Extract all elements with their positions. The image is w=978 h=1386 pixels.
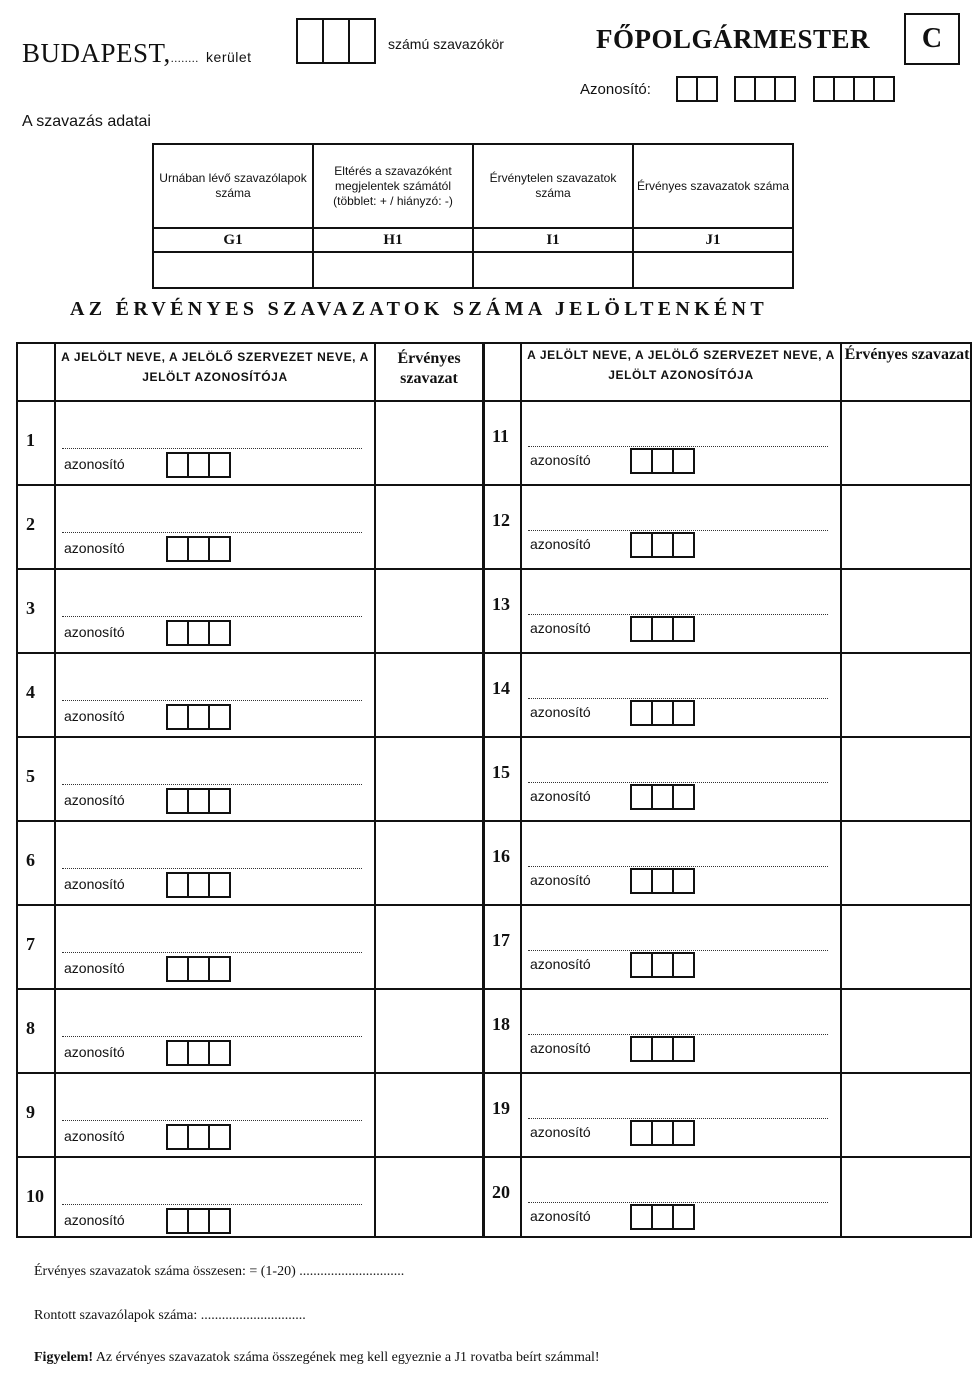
candidate-id-boxes[interactable] [166,1124,229,1150]
digit-box[interactable] [187,872,210,898]
candidates-heading: AZ ÉRVÉNYES SZAVAZATOK SZÁMA JELÖLTENKÉNT [70,298,768,320]
azonosito-group-3[interactable] [813,76,893,102]
digit-box[interactable] [734,76,756,102]
grid-row-line [18,652,970,654]
digit-box[interactable] [187,1124,210,1150]
candidate-id-boxes[interactable] [166,452,229,478]
note-bold: Figyelem! [34,1350,94,1365]
digit-box[interactable] [187,956,210,982]
digit-box[interactable] [630,952,653,978]
grid-divider [520,344,522,1236]
candidate-number: 5 [26,766,35,786]
digit-box[interactable] [754,76,776,102]
candidate-number: 6 [26,850,35,870]
vote-cell[interactable] [376,568,482,652]
candidate-name-line[interactable] [528,866,828,867]
candidate-id-boxes[interactable] [166,620,229,646]
candidate-number: 9 [26,1102,35,1122]
grid-row-line [18,736,970,738]
digit-box[interactable] [630,616,653,642]
candidate-number: 18 [492,1014,510,1034]
digit-box[interactable] [208,620,231,646]
azonosito-label: azonosító [530,1124,591,1140]
digit-box[interactable] [672,448,695,474]
candidate-id-boxes[interactable] [630,532,693,558]
azonosito-label: azonosító [530,1040,591,1056]
grid-row-line [18,484,970,486]
azonosito-label: azonosító [64,624,125,640]
candidate-name-line[interactable] [62,448,362,449]
digit-box[interactable] [651,952,674,978]
vote-cell[interactable] [842,820,972,904]
azonosito-label: azonosító [530,620,591,636]
digit-box[interactable] [672,952,695,978]
azonosito-label: azonosító [530,704,591,720]
form-letter-box: C [904,13,960,65]
vote-cell[interactable] [376,904,482,988]
candidate-id-boxes[interactable] [166,1040,229,1066]
candidate-id-boxes[interactable] [630,616,693,642]
digit-box[interactable] [630,784,653,810]
digit-box[interactable] [166,1208,189,1234]
candidate-name-line[interactable] [62,1120,362,1121]
digit-box[interactable] [630,868,653,894]
candidate-number: 10 [26,1186,44,1206]
vote-cell[interactable] [376,988,482,1072]
digit-box[interactable] [166,536,189,562]
azonosito-label: azonosító [530,536,591,552]
grid-divider [482,344,485,1236]
vote-cell[interactable] [842,1156,972,1240]
grid-divider [54,344,56,1236]
azonosito-group-2[interactable] [734,76,794,102]
candidate-number: 17 [492,930,510,950]
digit-box[interactable] [208,1124,231,1150]
note-line [34,1350,600,1366]
digit-box[interactable] [813,76,835,102]
summary-value-g1[interactable] [153,252,313,288]
candidate-id-boxes[interactable] [630,448,693,474]
azonosito-label: azonosító [64,456,125,472]
grid-row-line [18,568,970,570]
vote-cell[interactable] [842,400,972,484]
vote-cell[interactable] [376,484,482,568]
candidate-id-boxes[interactable] [630,1204,693,1230]
left-vote-header: Érvényes szavazat [397,350,461,387]
summary-value-j1[interactable] [633,252,793,288]
digit-box[interactable] [166,1124,189,1150]
candidate-name-line[interactable] [528,1118,828,1119]
digit-box[interactable] [630,1120,653,1146]
azonosito-label: azonosító [64,876,125,892]
digit-box[interactable] [676,76,698,102]
vote-cell[interactable] [842,652,972,736]
candidate-number: 11 [492,426,510,446]
candidate-grid [16,342,972,1238]
kerulet-label: kerület [206,49,252,65]
digit-box[interactable] [651,700,674,726]
candidate-id-boxes[interactable] [630,868,693,894]
candidate-number: 1 [26,430,35,450]
digit-box[interactable] [208,1040,231,1066]
azonosito-label: azonosító [530,788,591,804]
digit-box[interactable] [208,536,231,562]
digit-box[interactable] [672,868,695,894]
vote-cell[interactable] [376,820,482,904]
digit-box[interactable] [651,784,674,810]
candidate-name-line[interactable] [62,952,362,953]
candidate-name-line[interactable] [528,1034,828,1035]
candidate-name-line[interactable] [528,950,828,951]
digit-box[interactable] [630,700,653,726]
candidate-name-line[interactable] [528,1202,828,1203]
digit-box[interactable] [651,1036,674,1062]
candidate-name-line[interactable] [62,868,362,869]
szavazokor-label: számú szavazókör [388,36,504,52]
azonosito-label: azonosító [530,1208,591,1224]
vote-cell[interactable] [842,904,972,988]
candidate-number: 13 [492,594,510,614]
digit-box[interactable] [208,872,231,898]
digit-box[interactable] [187,704,210,730]
candidate-number: 7 [26,934,35,954]
candidate-name-line[interactable] [528,446,828,447]
candidate-id-boxes[interactable] [630,1036,693,1062]
grid-row-line [18,1072,970,1074]
grid-row-line [18,988,970,990]
candidate-id-boxes[interactable] [630,1120,693,1146]
vote-cell[interactable] [842,484,972,568]
vote-cell[interactable] [376,400,482,484]
section-label: A szavazás adatai [22,113,151,130]
digit-box[interactable] [651,1204,674,1230]
digit-box[interactable] [672,616,695,642]
district-dots: ........ [170,51,199,65]
digit-box[interactable] [651,1120,674,1146]
candidate-id-boxes[interactable] [630,700,693,726]
summary-table [152,143,794,289]
digit-box[interactable] [651,448,674,474]
summary-value-i1[interactable] [473,252,633,288]
candidate-name-line[interactable] [62,784,362,785]
azonosito-label: azonosító [64,960,125,976]
right-vote-header: Érvényes szavazat [844,346,970,363]
vote-cell[interactable] [376,652,482,736]
digit-box[interactable] [853,76,875,102]
azonosito-group-1[interactable] [676,76,716,102]
digit-box[interactable] [166,872,189,898]
digit-box[interactable] [322,18,350,64]
digit-box[interactable] [166,452,189,478]
candidate-name-line[interactable] [62,1036,362,1037]
summary-header-g1: Urnában lévő szavazólapok száma [153,144,313,228]
city-label [22,38,252,69]
azonosito-label: azonosító [530,872,591,888]
right-name-header: A JELÖLT NEVE, A JELÖLŐ SZERVEZET NEVE, A JELÖLT AZONOSÍTÓJA [527,348,835,382]
grid-row-line [18,904,970,906]
candidate-number: 19 [492,1098,510,1118]
digit-box[interactable] [630,448,653,474]
summary-code-j1: J1 [633,228,793,252]
digit-box[interactable] [208,788,231,814]
digit-box[interactable] [187,536,210,562]
candidate-name-line[interactable] [62,616,362,617]
digit-box[interactable] [187,620,210,646]
digit-box[interactable] [166,1040,189,1066]
digit-box[interactable] [672,1204,695,1230]
candidate-number: 8 [26,1018,35,1038]
candidate-id-boxes[interactable] [166,788,229,814]
digit-box[interactable] [696,76,718,102]
digit-box[interactable] [774,76,796,102]
summary-header-j1: Érvényes szavazatok száma [633,144,793,228]
digit-box[interactable] [348,18,376,64]
candidate-number: 16 [492,846,510,866]
total-votes-line: Érvényes szavazatok száma összesen: = (1-20) .............................. [34,1264,405,1279]
azonosito-label: Azonosító: [580,81,651,98]
candidate-name-line[interactable] [62,700,362,701]
vote-cell[interactable] [376,736,482,820]
candidate-name-line[interactable] [62,532,362,533]
digit-box[interactable] [672,784,695,810]
left-name-header: A JELÖLT NEVE, A JELÖLŐ SZERVEZET NEVE, A JELÖLT AZONOSÍTÓJA [61,350,369,384]
candidate-number: 4 [26,682,35,702]
digit-box[interactable] [833,76,855,102]
azonosito-label: azonosító [64,708,125,724]
candidate-id-boxes[interactable] [166,536,229,562]
candidate-id-boxes[interactable] [166,704,229,730]
digit-box[interactable] [630,1204,653,1230]
vote-cell[interactable] [376,1072,482,1156]
digit-box[interactable] [873,76,895,102]
vote-cell[interactable] [376,1156,482,1240]
digit-box[interactable] [208,704,231,730]
candidate-number: 12 [492,510,510,530]
candidate-name-line[interactable] [528,782,828,783]
digit-box[interactable] [208,1208,231,1234]
candidate-id-boxes[interactable] [166,872,229,898]
vote-cell[interactable] [842,736,972,820]
digit-box[interactable] [166,620,189,646]
digit-box[interactable] [208,956,231,982]
form-title: FŐPOLGÁRMESTER [596,24,871,54]
digit-box[interactable] [187,1208,210,1234]
azonosito-label: azonosító [64,792,125,808]
vote-cell[interactable] [842,1072,972,1156]
digit-box[interactable] [630,532,653,558]
candidate-name-line[interactable] [62,1204,362,1205]
candidate-name-line[interactable] [528,698,828,699]
candidate-name-line[interactable] [528,614,828,615]
azonosito-label: azonosító [530,956,591,972]
summary-code-g1: G1 [153,228,313,252]
vote-cell[interactable] [842,988,972,1072]
digit-box[interactable] [166,956,189,982]
candidate-number: 20 [492,1182,510,1202]
summary-code-i1: I1 [473,228,633,252]
spoiled-ballots-line: Rontott szavazólapok száma: .............................. [34,1308,306,1323]
candidate-number: 2 [26,514,35,534]
grid-row-line [18,820,970,822]
digit-box[interactable] [672,532,695,558]
summary-code-h1: H1 [313,228,473,252]
candidate-name-line[interactable] [528,530,828,531]
candidate-number: 14 [492,678,510,698]
digit-box[interactable] [672,1036,695,1062]
summary-value-h1[interactable] [313,252,473,288]
summary-header-i1: Érvénytelen szavazatok száma [473,144,633,228]
digit-box[interactable] [187,1040,210,1066]
digit-box[interactable] [208,452,231,478]
candidate-id-boxes[interactable] [630,952,693,978]
digit-box[interactable] [166,788,189,814]
digit-box[interactable] [187,788,210,814]
digit-box[interactable] [296,18,324,64]
note-text: Az érvényes szavazatok száma összegének meg kell egyeznie a J1 rovatba beírt számmal! [93,1350,600,1365]
azonosito-label: azonosító [64,1128,125,1144]
candidate-id-boxes[interactable] [166,956,229,982]
digit-box[interactable] [187,452,210,478]
digit-box[interactable] [672,1120,695,1146]
digit-box[interactable] [651,532,674,558]
digit-box[interactable] [166,704,189,730]
candidate-id-boxes[interactable] [166,1208,229,1234]
candidate-number: 15 [492,762,510,782]
grid-header-line [18,400,970,402]
digit-box[interactable] [672,700,695,726]
candidate-id-boxes[interactable] [630,784,693,810]
digit-box[interactable] [651,868,674,894]
azonosito-label: azonosító [530,452,591,468]
summary-header-h1: Eltérés a szavazóként megjelentek számától (többlet: + / hiányzó: -) [313,144,473,228]
city-name: BUDAPEST, [22,38,171,68]
district-number-boxes[interactable] [296,18,374,64]
azonosito-label: azonosító [64,1212,125,1228]
candidate-number: 3 [26,598,35,618]
vote-cell[interactable] [842,568,972,652]
grid-row-line [18,1156,970,1158]
digit-box[interactable] [630,1036,653,1062]
digit-box[interactable] [651,616,674,642]
azonosito-label: azonosító [64,1044,125,1060]
azonosito-label: azonosító [64,540,125,556]
